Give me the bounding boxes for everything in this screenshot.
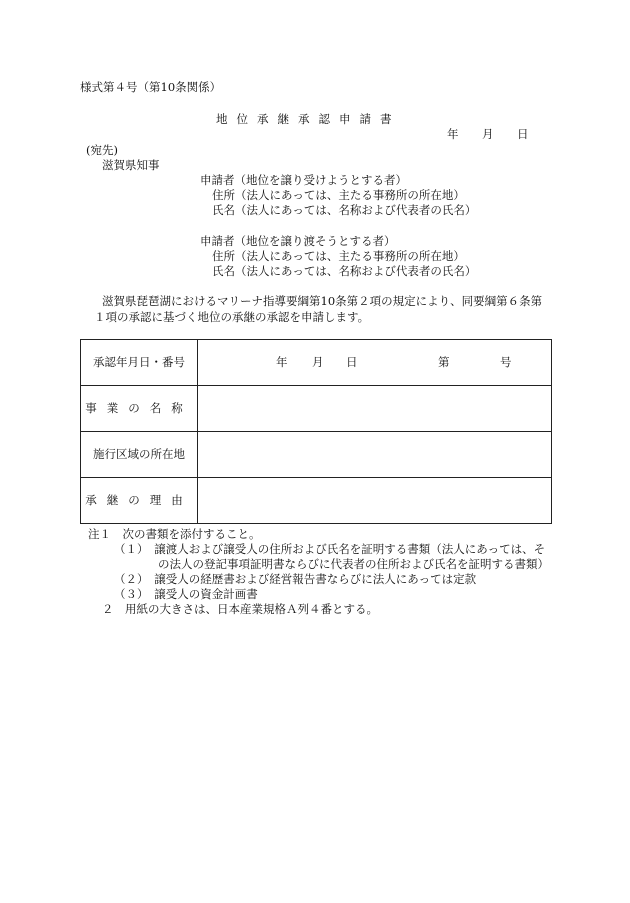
date-year-label: 年: [447, 127, 459, 141]
note-1: 注１ 次の書類を添付すること。: [88, 527, 261, 541]
approval-no-suffix: 号: [500, 355, 512, 369]
note-1-item-1-cont: の法人の登記事項証明書ならびに代表者の住所および氏名を証明する書類）: [158, 557, 549, 571]
transferor-address: 住所（法人にあっては、主たる事務所の所在地）: [212, 249, 465, 263]
construction-area-location-field[interactable]: [198, 432, 552, 478]
row-label: 施行区域の所在地: [81, 432, 198, 478]
receiver-heading: 申請者（地位を譲り受けようとする者）: [200, 173, 407, 187]
receiver-address: 住所（法人にあっては、主たる事務所の所在地）: [212, 188, 465, 202]
form-number: 様式第４号（第10条関係）: [80, 80, 222, 94]
note-1-item-3: （３） 譲受人の資金計画書: [114, 587, 258, 601]
approval-date-number-field[interactable]: [198, 340, 552, 386]
succession-reason-field[interactable]: [198, 478, 552, 524]
row-label: 承継の理由: [81, 478, 198, 524]
application-table: [80, 339, 552, 524]
body-line-1: 滋賀県琵琶湖におけるマリーナ指導要綱第10条第２項の規定により、同要綱第６条第: [102, 294, 543, 308]
table-row: [81, 478, 552, 524]
business-name-field[interactable]: [198, 386, 552, 432]
table-row: [81, 340, 552, 386]
note-1-item-1: （１） 譲渡人および譲受人の住所および氏名を証明する書類（法人にあっては、そ: [114, 542, 546, 556]
document-title: 地位承継承認申請書: [216, 112, 401, 126]
approval-year-label: 年: [276, 355, 288, 369]
date-month-label: 月: [482, 127, 494, 141]
date-day-label: 日: [517, 127, 529, 141]
transferor-heading: 申請者（地位を譲り渡そうとする者）: [200, 234, 396, 248]
addressee-label: (宛先): [86, 143, 118, 157]
addressee-name: 滋賀県知事: [102, 158, 160, 172]
table-row: [81, 386, 552, 432]
approval-day-label: 日: [346, 355, 358, 369]
approval-month-label: 月: [312, 355, 324, 369]
table-row: [81, 432, 552, 478]
body-line-2: １項の承認に基づく地位の承継の承認を申請します。: [94, 310, 370, 324]
approval-no-prefix: 第: [438, 355, 450, 369]
receiver-name: 氏名（法人にあっては、名称および代表者の氏名）: [212, 203, 477, 217]
row-label: 事業の名称: [81, 386, 198, 432]
transferor-name: 氏名（法人にあっては、名称および代表者の氏名）: [212, 264, 477, 278]
row-label: 承認年月日・番号: [81, 340, 198, 386]
note-1-item-2: （２） 譲受人の経歴書および経営報告書ならびに法人にあっては定款: [114, 572, 477, 586]
note-2: ２ 用紙の大きさは、日本産業規格Ａ列４番とする。: [102, 602, 378, 616]
